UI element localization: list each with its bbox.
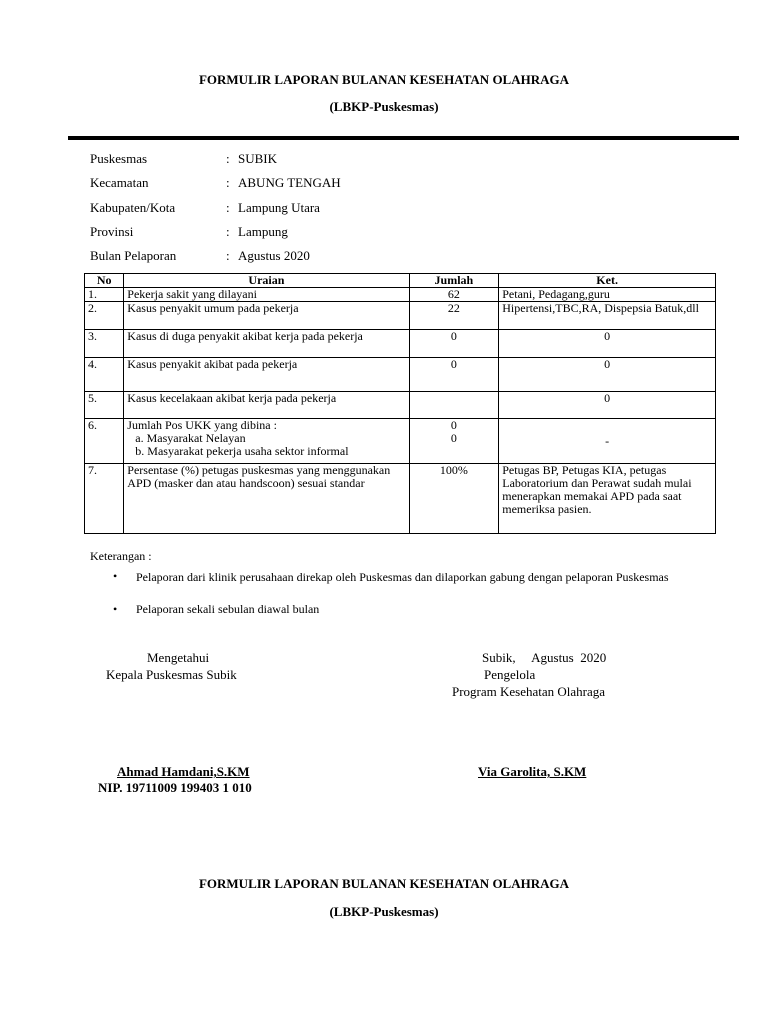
cell-jumlah: 0 (409, 330, 499, 358)
table-row (85, 330, 716, 358)
sig-left-name: Ahmad Hamdani,S.KM (117, 764, 250, 779)
table-row (85, 464, 716, 534)
cell-jumlah (409, 392, 499, 419)
sig-left-line1: Mengetahui (147, 650, 210, 665)
cell-ket: Petani, Pedagang,guru (499, 288, 716, 302)
table-row (85, 288, 716, 302)
cell-no: 3. (85, 330, 124, 358)
cell-uraian: Kasus penyakit umum pada pekerja (124, 302, 409, 330)
cell-jumlah (409, 419, 499, 464)
cell-no: 2. (85, 302, 124, 330)
cell-jumlah: 0 (409, 358, 499, 392)
header-jumlah: Jumlah (409, 274, 499, 288)
cell-uraian: Kasus penyakit akibat pada pekerja (124, 358, 409, 392)
cell-uraian: Kasus kecelakaan akibat kerja pada pekerja (124, 392, 409, 419)
cell-jumlah: 22 (409, 302, 499, 330)
jumlah-b: 0 (450, 431, 457, 445)
footer-subtitle: (LBKP-Puskesmas) (329, 904, 439, 919)
info-label-provinsi: Provinsi (90, 224, 134, 239)
table-header-row (85, 274, 716, 288)
info-value-puskesmas: SUBIK (238, 151, 278, 166)
table-row (85, 302, 716, 330)
cell-no: 1. (85, 288, 124, 302)
cell-no: 7. (85, 464, 124, 534)
sig-right-line2: Pengelola (484, 667, 536, 682)
list-item: Pelaporan dari klinik perusahaan direkap oleh Puskesmas dan dilaporkan gabung dengan pelaporan Puskesmas (136, 570, 669, 584)
cell-uraian: Kasus di duga penyakit akibat kerja pada pekerja (124, 330, 409, 358)
cell-uraian: Pekerja sakit yang dilayani (124, 288, 409, 302)
info-colon: : (226, 200, 230, 215)
sig-right-name: Via Garolita, S.KM (478, 764, 587, 779)
cell-no: 5. (85, 392, 124, 419)
header-ket: Ket. (499, 274, 716, 288)
info-label-puskesmas: Puskesmas (90, 151, 148, 166)
cell-ket: Petugas BP, Petugas KIA, petugas Laboratorium dan Perawat sudah mulai menerapkan memakai APD pada saat memeriksa pasien. (499, 464, 716, 534)
uraian-main: Jumlah Pos UKK yang dibina : (127, 418, 277, 432)
cell-jumlah: 62 (409, 288, 499, 302)
cell-no: 6. (85, 419, 124, 464)
bullet-icon: • (113, 569, 118, 583)
cell-ket: Hipertensi,TBC,RA, Dispepsia Batuk,dll (499, 302, 716, 330)
info-label-kecamatan: Kecamatan (90, 175, 149, 190)
cell-ket: 0 (499, 358, 716, 392)
cell-ket: 0 (499, 392, 716, 419)
info-label-kabupaten: Kabupaten/Kota (90, 200, 176, 215)
sig-left-line2: Kepala Puskesmas Subik (106, 667, 237, 682)
header-no: No (85, 274, 124, 288)
info-colon: : (226, 224, 230, 239)
cell-ket: - (499, 419, 716, 464)
notes-label: Keterangan : (90, 549, 152, 563)
info-value-kabupaten: Lampung Utara (238, 200, 320, 215)
cell-ket: 0 (499, 330, 716, 358)
page-subtitle: (LBKP-Puskesmas) (329, 99, 439, 114)
page-title: FORMULIR LAPORAN BULANAN KESEHATAN OLAHRAGA (198, 72, 570, 87)
cell-uraian: Persentase (%) petugas puskesmas yang menggunakan APD (masker dan atau handscoon) sesuai standar (124, 464, 409, 534)
jumlah-a: 0 (450, 418, 457, 432)
info-colon: : (226, 151, 230, 166)
report-table (84, 273, 716, 534)
info-colon: : (226, 248, 230, 263)
list-item: Pelaporan sekali sebulan diawal bulan (136, 602, 320, 616)
info-label-bulan: Bulan Pelaporan (90, 248, 177, 263)
sig-right-date: Subik, Agustus 2020 (482, 650, 607, 665)
uraian-sub-a: a. Masyarakat Nelayan (135, 431, 246, 445)
info-value-kecamatan: ABUNG TENGAH (238, 175, 341, 190)
table-row (85, 358, 716, 392)
table-row (85, 419, 716, 464)
sig-right-line3: Program Kesehatan Olahraga (452, 684, 606, 699)
cell-jumlah: 100% (409, 464, 499, 534)
cell-uraian (124, 419, 409, 464)
header-uraian: Uraian (124, 274, 409, 288)
footer-title: FORMULIR LAPORAN BULANAN KESEHATAN OLAHRAGA (198, 876, 570, 891)
uraian-sub-b: b. Masyarakat pekerja usaha sektor informal (135, 444, 349, 458)
info-value-bulan: Agustus 2020 (238, 248, 310, 263)
cell-no: 4. (85, 358, 124, 392)
info-colon: : (226, 175, 230, 190)
bullet-icon: • (113, 602, 118, 616)
header-divider (68, 136, 739, 140)
table-row (85, 392, 716, 419)
sig-left-nip: NIP. 19711009 199403 1 010 (98, 780, 252, 795)
info-value-provinsi: Lampung (238, 224, 288, 239)
